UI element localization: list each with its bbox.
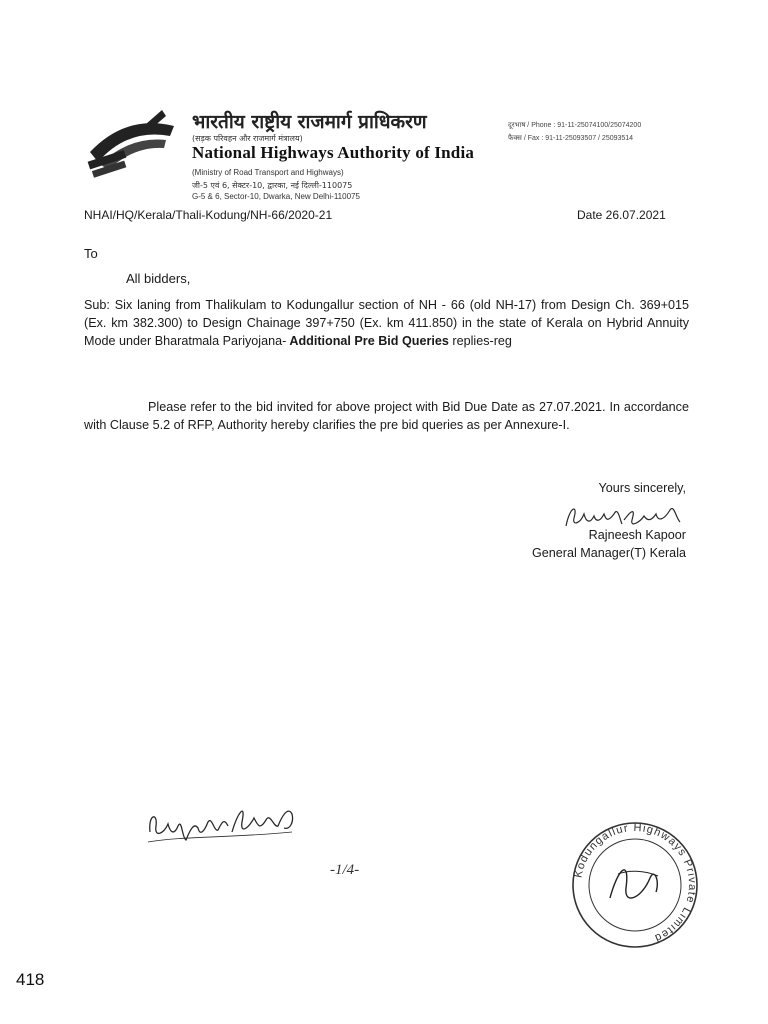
org-name: National Highways Authority of India <box>192 143 475 162</box>
addressee-label: To <box>84 246 98 261</box>
fax-line: फैक्स / Fax : 91-11-25093507 / 25093514 <box>508 135 634 142</box>
stamp-text: Kodungallur Highways Private Limited <box>572 821 699 945</box>
svg-text:Kodungallur Highways Private L <box>572 822 698 944</box>
nhai-logo <box>86 106 178 178</box>
subject-tail: replies-reg <box>448 334 512 348</box>
subject-line <box>84 296 689 350</box>
page-number: -1/4- <box>330 862 360 878</box>
phone-line: दूरभाष / Phone : 91-11-25074100/25074200 <box>508 122 642 129</box>
signer-designation: General Manager(T) Kerala <box>532 546 686 560</box>
salutation: All bidders, <box>126 271 191 286</box>
subject-text: Six laning from Thalikulam to Kodungallur section of NH - 66 (old NH-17) from Design Ch. 369+015 (Ex. km 382.300) to Design Chainage 397+750 (Ex. km 411.850) in the state of Kerala on Hybrid Annuity Mode under Bharatmala Pariyojana- <box>84 298 689 348</box>
subject-label: Sub: <box>84 298 110 312</box>
address-hindi: जी-5 एवं 6, सेक्टर-10, द्वारका, नई दिल्ली-110075 <box>192 181 353 190</box>
org-name-hindi: भारतीय राष्ट्रीय राजमार्ग प्राधिकरण <box>192 111 427 133</box>
address: G-5 & 6, Sector-10, Dwarka, New Delhi-110075 <box>192 192 360 201</box>
bates-number: 418 <box>16 970 45 989</box>
reference-number: NHAI/HQ/Kerala/Thali-Kodung/NH-66/2020-21 <box>84 208 333 222</box>
body-paragraph: Please refer to the bid invited for above project with Bid Due Date as 27.07.2021. In accordance with Clause 5.2 of RFP, Authority hereby clarifies the pre bid queries as per Annexure-I. <box>84 400 689 432</box>
handwritten-signature <box>142 792 304 856</box>
letter-date: Date 26.07.2021 <box>577 208 666 222</box>
ministry-hindi: (सड़क परिवहन और राजमार्ग मंत्रालय) <box>192 134 303 143</box>
subject-bold: Additional Pre Bid Queries <box>286 334 449 348</box>
ministry-name: (Ministry of Road Transport and Highways) <box>192 168 344 177</box>
contact-block <box>508 119 641 145</box>
closing: Yours sincerely, <box>598 481 686 495</box>
company-stamp <box>568 818 702 952</box>
signer-name: Rajneesh Kapoor <box>588 528 686 542</box>
